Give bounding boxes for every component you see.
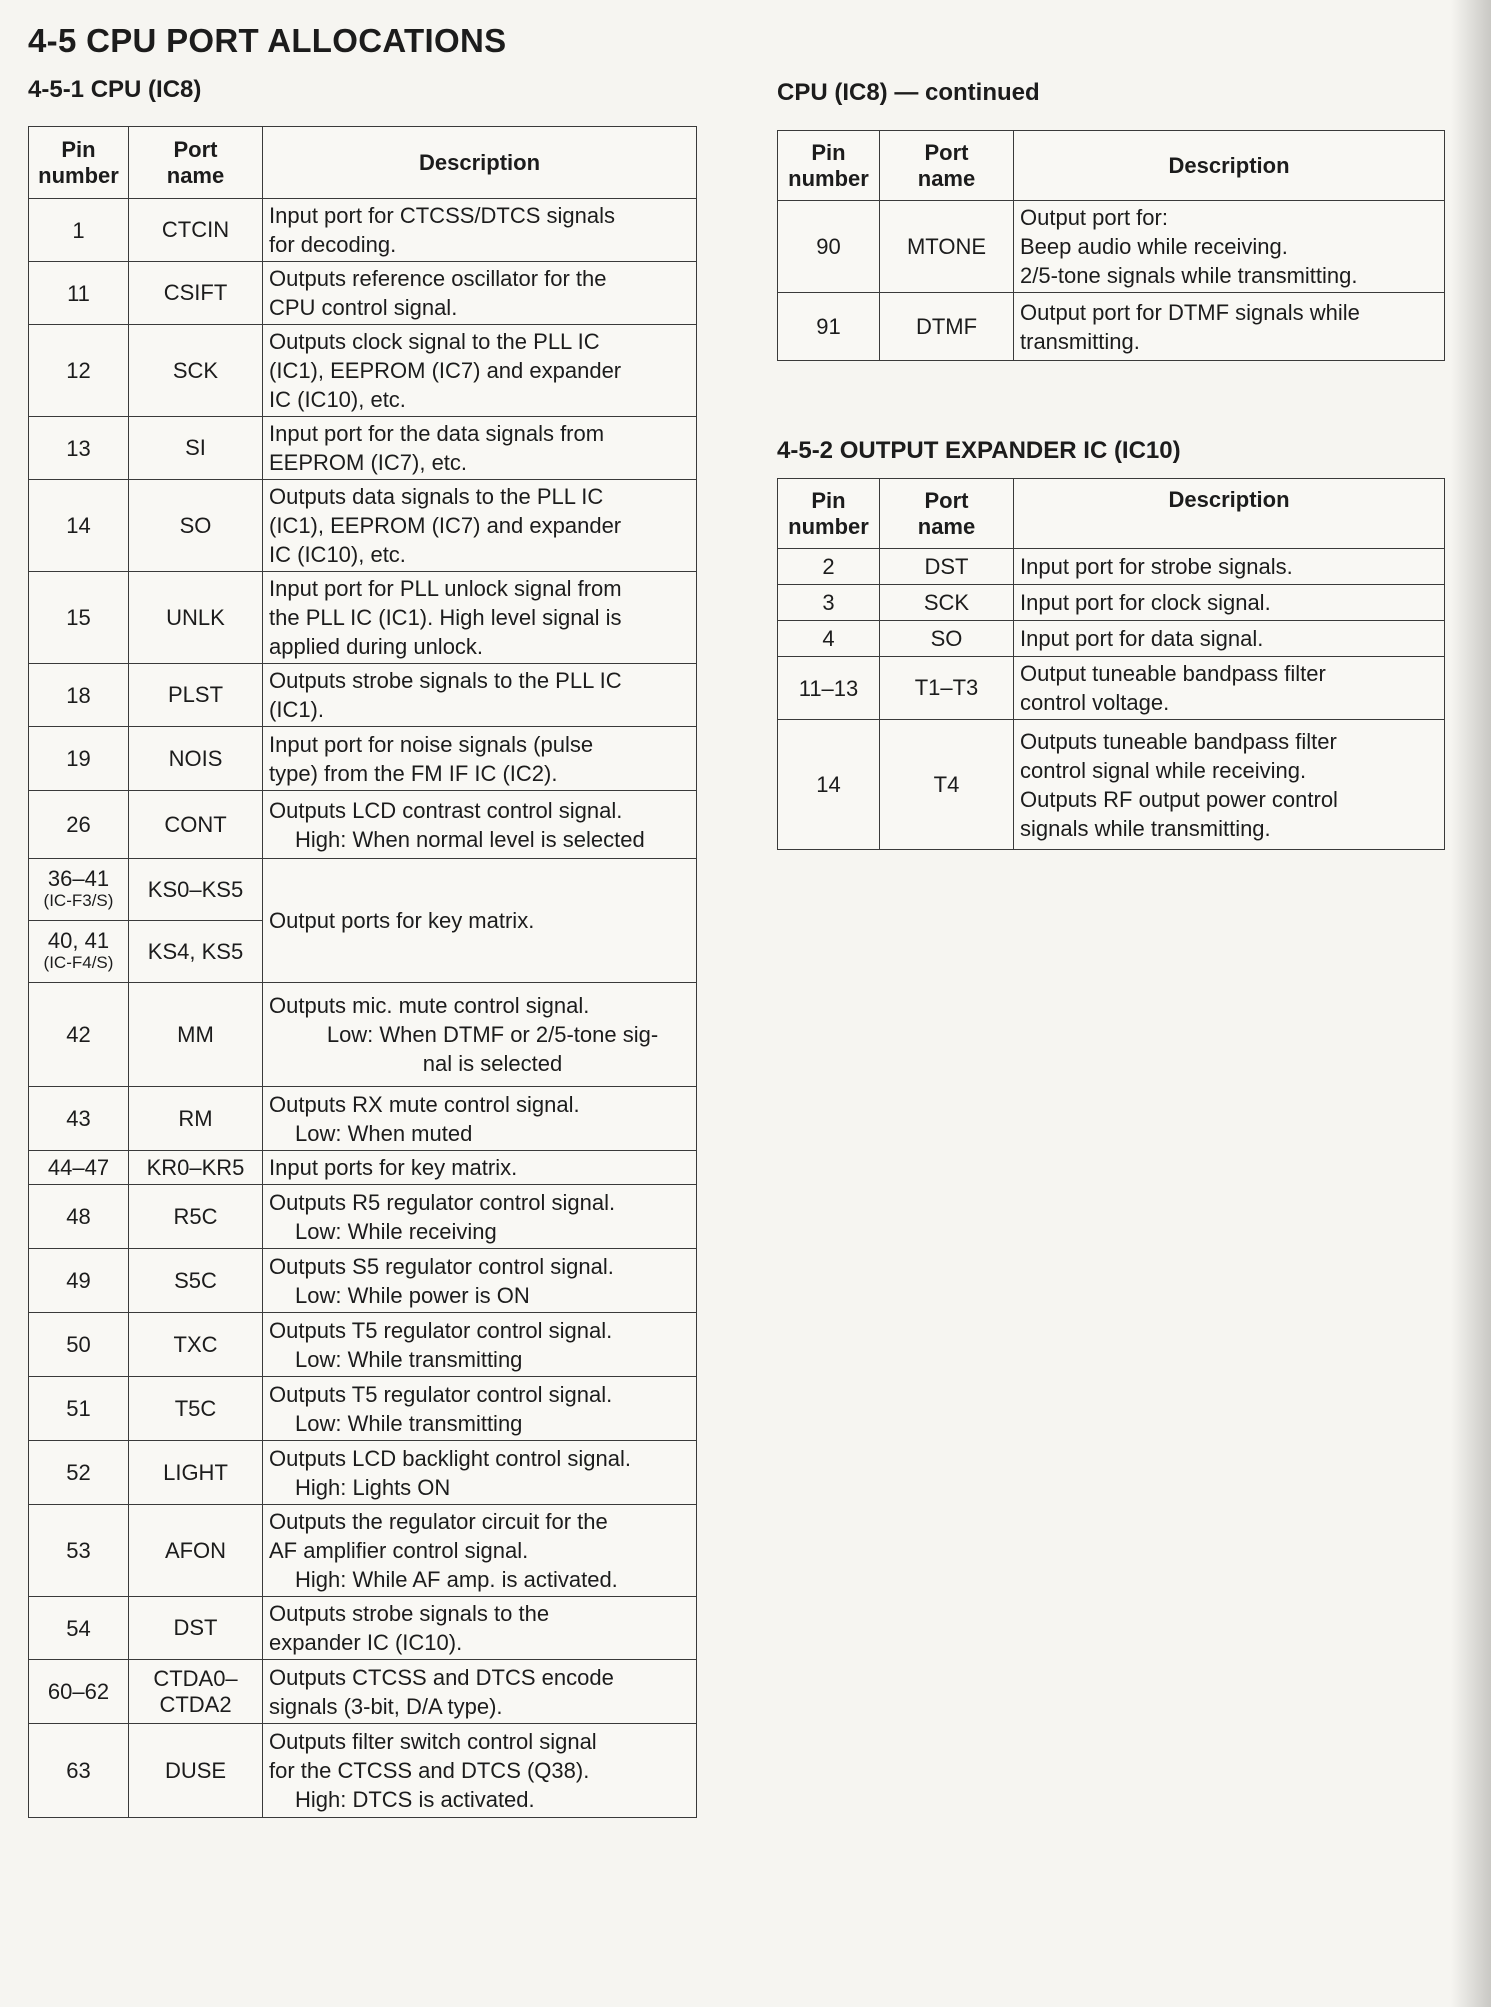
- pin-number: 40, 41: [47, 927, 110, 953]
- description-line: Outputs mic. mute control signal.: [269, 993, 590, 1018]
- port-name-cell: MM: [129, 983, 263, 1087]
- description-line: Input port for strobe signals.: [1020, 554, 1293, 579]
- condition-note: Low: When DTMF or 2/5-tone sig-: [326, 1022, 659, 1047]
- pin-number-cell: 14: [778, 720, 880, 850]
- description-line: Outputs clock signal to the PLL IC: [269, 329, 600, 354]
- condition-note: nal is selected: [422, 1051, 563, 1076]
- table-row: [29, 1724, 697, 1818]
- header-line: number: [788, 165, 869, 191]
- description-line: Outputs tuneable bandpass filter: [1020, 728, 1337, 754]
- pin-number-cell: 18: [29, 664, 129, 727]
- description-line: Outputs RX mute control signal.: [269, 1091, 580, 1117]
- table-row: [29, 1151, 697, 1185]
- description-line: EEPROM (IC7), etc.: [269, 450, 468, 475]
- description-cell: [263, 480, 697, 572]
- port-name-cell: CTDA0– CTDA2: [129, 1660, 263, 1724]
- condition-note: High: Lights ON: [295, 1474, 451, 1500]
- description-cell: [263, 1660, 697, 1724]
- table-row: [778, 657, 1445, 720]
- table-row: [29, 1249, 697, 1313]
- description-line: Outputs T5 regulator control signal.: [269, 1317, 613, 1343]
- description-cell: [263, 1249, 697, 1313]
- table-row: [29, 664, 697, 727]
- description-cell: [263, 983, 697, 1087]
- header-line: Port: [924, 487, 969, 513]
- header-line: Pin: [811, 487, 846, 513]
- table-row: [29, 1597, 697, 1660]
- pin-number-cell: 11: [29, 262, 129, 325]
- description-cell: [263, 791, 697, 859]
- cpu-continued-table: [777, 130, 1445, 361]
- table-row: [778, 293, 1445, 361]
- description-line: Output port for:: [1020, 205, 1168, 230]
- table-row: [29, 572, 697, 664]
- pin-number-cell: 12: [29, 325, 129, 417]
- description-line: IC (IC10), etc.: [269, 542, 406, 567]
- description-line: applied during unlock.: [269, 634, 484, 659]
- description-line: the PLL IC (IC1). High level signal is: [269, 605, 622, 630]
- condition-note: Low: While transmitting: [295, 1410, 523, 1436]
- port-name-cell: SCK: [880, 585, 1014, 621]
- pin-number-cell: 15: [29, 572, 129, 664]
- table-row: [778, 549, 1445, 585]
- pin-number-cell: 13: [29, 417, 129, 480]
- port-name-cell: SCK: [129, 325, 263, 417]
- port-name-cell: DST: [129, 1597, 263, 1660]
- description-cell: [263, 262, 697, 325]
- pin-number-cell: 48: [29, 1185, 129, 1249]
- header-line: Pin: [61, 136, 96, 162]
- table-row: [29, 262, 697, 325]
- description-line: signals (3-bit, D/A type).: [269, 1693, 503, 1719]
- page-title: 4-5 CPU PORT ALLOCATIONS: [28, 22, 507, 59]
- page-edge-shadow: [1451, 0, 1491, 2007]
- description-line: CPU control signal.: [269, 295, 458, 320]
- description-line: Output port for DTMF signals while: [1020, 299, 1360, 325]
- description-header: Description: [1014, 131, 1445, 201]
- description-cell: [263, 1313, 697, 1377]
- port-name-cell: T5C: [129, 1377, 263, 1441]
- port-name-cell: DST: [880, 549, 1014, 585]
- port-name-cell: R5C: [129, 1185, 263, 1249]
- table-row: [29, 1313, 697, 1377]
- pin-number-cell: 14: [29, 480, 129, 572]
- table-header-row: [29, 127, 697, 199]
- description-line: 2/5-tone signals while transmitting.: [1020, 263, 1358, 288]
- description-line: Outputs data signals to the PLL IC: [269, 484, 604, 509]
- description-cell: [1014, 621, 1445, 657]
- table-row: [29, 727, 697, 791]
- port-name-header: [880, 131, 1014, 201]
- header-line: Port: [173, 136, 218, 162]
- description-header: Description: [263, 127, 697, 199]
- description-line: Outputs LCD contrast control signal.: [269, 797, 623, 823]
- port-name-cell: NOIS: [129, 727, 263, 791]
- table-row: [29, 1377, 697, 1441]
- condition-note: High: When normal level is selected: [295, 826, 645, 852]
- description-line: Input port for PLL unlock signal from: [269, 576, 622, 601]
- table-row: [778, 720, 1445, 850]
- header-line: Port: [924, 139, 969, 165]
- table-header-row: [778, 479, 1445, 549]
- pin-number-cell: 42: [29, 983, 129, 1087]
- port-name-header: [129, 127, 263, 199]
- description-line: Input port for noise signals (pulse: [269, 731, 594, 757]
- condition-note: Low: While receiving: [295, 1218, 497, 1244]
- condition-note: Low: While power is ON: [295, 1282, 530, 1308]
- condition-note: High: DTCS is activated.: [295, 1787, 535, 1812]
- pin-number-cell: 26: [29, 791, 129, 859]
- pin-number-cell: 60–62: [29, 1660, 129, 1724]
- port-name-cell: CONT: [129, 791, 263, 859]
- header-line: name: [917, 165, 976, 191]
- description-cell: [263, 1597, 697, 1660]
- description-cell: [263, 727, 697, 791]
- port-name-cell: UNLK: [129, 572, 263, 664]
- description-line: Outputs CTCSS and DTCS encode: [269, 1664, 614, 1690]
- description-line: (IC1), EEPROM (IC7) and expander: [269, 358, 622, 383]
- table-row: [29, 1660, 697, 1724]
- condition-note: Low: When muted: [295, 1120, 473, 1146]
- pin-number-cell: 50: [29, 1313, 129, 1377]
- table-row: [29, 417, 697, 480]
- table-row: [29, 325, 697, 417]
- port-name-cell: KR0–KR5: [129, 1151, 263, 1185]
- pin-number-cell: 52: [29, 1441, 129, 1505]
- condition-note: Low: While transmitting: [295, 1346, 523, 1372]
- description-line: Input port for clock signal.: [1020, 590, 1271, 615]
- description-cell: [1014, 293, 1445, 361]
- model-note: (IC-F3/S): [43, 890, 114, 910]
- table-row: [29, 859, 697, 921]
- cpu-continued-heading: CPU (IC8) — continued: [777, 79, 1040, 106]
- description-line: transmitting.: [1020, 328, 1140, 354]
- pin-number-cell: [29, 859, 129, 921]
- condition-note: High: While AF amp. is activated.: [295, 1567, 618, 1592]
- pin-number-cell: [29, 921, 129, 983]
- table-header-row: [778, 131, 1445, 201]
- pin-number-cell: 51: [29, 1377, 129, 1441]
- description-cell: [263, 664, 697, 727]
- description-cell: [263, 572, 697, 664]
- description-line: Input port for data signal.: [1020, 626, 1264, 651]
- description-cell: [1014, 657, 1445, 720]
- port-name-cell: SO: [880, 621, 1014, 657]
- description-line: control voltage.: [1020, 690, 1170, 715]
- description-cell: [263, 1151, 697, 1185]
- port-name-cell: KS4, KS5: [129, 921, 263, 983]
- pin-number-header: [778, 479, 880, 549]
- table-row: [29, 1185, 697, 1249]
- pin-number-header: [29, 127, 129, 199]
- pin-number-cell: 54: [29, 1597, 129, 1660]
- port-name-cell: KS0–KS5: [129, 859, 263, 921]
- expander-port-table: [777, 478, 1445, 850]
- table-row: [29, 791, 697, 859]
- description-cell: [263, 1185, 697, 1249]
- description-line: Input port for CTCSS/DTCS signals: [269, 203, 616, 228]
- port-name-cell: PLST: [129, 664, 263, 727]
- description-line: AF amplifier control signal.: [269, 1538, 529, 1563]
- header-line: name: [166, 162, 225, 188]
- port-name-cell: CTCIN: [129, 199, 263, 262]
- description-cell: [263, 325, 697, 417]
- port-name-header: [880, 479, 1014, 549]
- description-line: (IC1).: [269, 697, 324, 722]
- table-row: [29, 199, 697, 262]
- port-name-cell: T1–T3: [880, 657, 1014, 720]
- pin-number-cell: 43: [29, 1087, 129, 1151]
- description-line: for decoding.: [269, 232, 397, 257]
- description-cell: Output ports for key matrix.: [263, 859, 697, 983]
- description-cell: [1014, 201, 1445, 293]
- header-line: number: [38, 162, 119, 188]
- port-name-cell: AFON: [129, 1505, 263, 1597]
- description-cell: [263, 417, 697, 480]
- port-name-cell: T4: [880, 720, 1014, 850]
- description-header: Description: [1014, 479, 1445, 549]
- header-line: Pin: [811, 139, 846, 165]
- table-row: [778, 201, 1445, 293]
- description-line: signals while transmitting.: [1020, 815, 1271, 841]
- port-name-cell: DUSE: [129, 1724, 263, 1818]
- description-line: Outputs S5 regulator control signal.: [269, 1253, 614, 1279]
- port-name-cell: TXC: [129, 1313, 263, 1377]
- description-line: Outputs strobe signals to the PLL IC: [269, 668, 622, 693]
- pin-number-cell: 19: [29, 727, 129, 791]
- port-name-cell: CSIFT: [129, 262, 263, 325]
- pin-number-cell: 91: [778, 293, 880, 361]
- port-name-cell: S5C: [129, 1249, 263, 1313]
- description-line: Outputs T5 regulator control signal.: [269, 1381, 613, 1407]
- description-cell: [263, 1377, 697, 1441]
- description-line: Outputs RF output power control: [1020, 786, 1338, 812]
- description-line: Input port for the data signals from: [269, 421, 605, 446]
- pin-number-cell: 1: [29, 199, 129, 262]
- table-row: [29, 1087, 697, 1151]
- port-name-cell: RM: [129, 1087, 263, 1151]
- description-line: Outputs reference oscillator for the: [269, 266, 607, 291]
- description-line: Outputs LCD backlight control signal.: [269, 1445, 631, 1471]
- pin-number: 36–41: [47, 865, 110, 891]
- description-cell: [263, 1441, 697, 1505]
- port-name-cell: DTMF: [880, 293, 1014, 361]
- pin-number-cell: 90: [778, 201, 880, 293]
- description-line: Outputs the regulator circuit for the: [269, 1509, 608, 1534]
- port-name-cell: SO: [129, 480, 263, 572]
- table-row: [29, 480, 697, 572]
- description-cell: [263, 1087, 697, 1151]
- pin-number-cell: 63: [29, 1724, 129, 1818]
- description-line: IC (IC10), etc.: [269, 387, 406, 412]
- port-name-cell: MTONE: [880, 201, 1014, 293]
- description-cell: [1014, 549, 1445, 585]
- description-line: control signal while receiving.: [1020, 757, 1307, 783]
- pin-number-cell: 49: [29, 1249, 129, 1313]
- pin-number-cell: 44–47: [29, 1151, 129, 1185]
- description-cell: [1014, 720, 1445, 850]
- description-line: type) from the FM IF IC (IC2).: [269, 760, 558, 786]
- description-line: Beep audio while receiving.: [1020, 234, 1288, 259]
- description-cell: [1014, 585, 1445, 621]
- table-row: [778, 585, 1445, 621]
- description-cell: [263, 199, 697, 262]
- port-name-cell: LIGHT: [129, 1441, 263, 1505]
- header-line: name: [917, 513, 976, 539]
- pin-number-cell: 3: [778, 585, 880, 621]
- cpu-port-table: [28, 126, 697, 1818]
- description-line: Output tuneable bandpass filter: [1020, 661, 1326, 686]
- pin-number-header: [778, 131, 880, 201]
- description-line: Outputs filter switch control signal: [269, 1729, 597, 1754]
- description-line: for the CTCSS and DTCS (Q38).: [269, 1758, 590, 1783]
- header-line: number: [788, 513, 869, 539]
- table-row: [29, 1505, 697, 1597]
- port-name-cell: SI: [129, 417, 263, 480]
- pin-number-cell: 4: [778, 621, 880, 657]
- model-note: (IC-F4/S): [43, 952, 114, 972]
- description-line: Outputs R5 regulator control signal.: [269, 1189, 616, 1215]
- description-line: Outputs strobe signals to the: [269, 1601, 550, 1626]
- description-cell: [263, 1505, 697, 1597]
- table-row: [778, 621, 1445, 657]
- description-line: Input ports for key matrix.: [269, 1155, 518, 1180]
- pin-number-cell: 2: [778, 549, 880, 585]
- pin-number-cell: 53: [29, 1505, 129, 1597]
- description-line: expander IC (IC10).: [269, 1630, 463, 1655]
- pin-number-cell: 11–13: [778, 657, 880, 720]
- table-row: [29, 1441, 697, 1505]
- description-cell: [263, 1724, 697, 1818]
- description-line: (IC1), EEPROM (IC7) and expander: [269, 513, 622, 538]
- table-row: [29, 983, 697, 1087]
- expander-section-heading: 4-5-2 OUTPUT EXPANDER IC (IC10): [777, 437, 1181, 464]
- cpu-section-heading: 4-5-1 CPU (IC8): [28, 76, 202, 103]
